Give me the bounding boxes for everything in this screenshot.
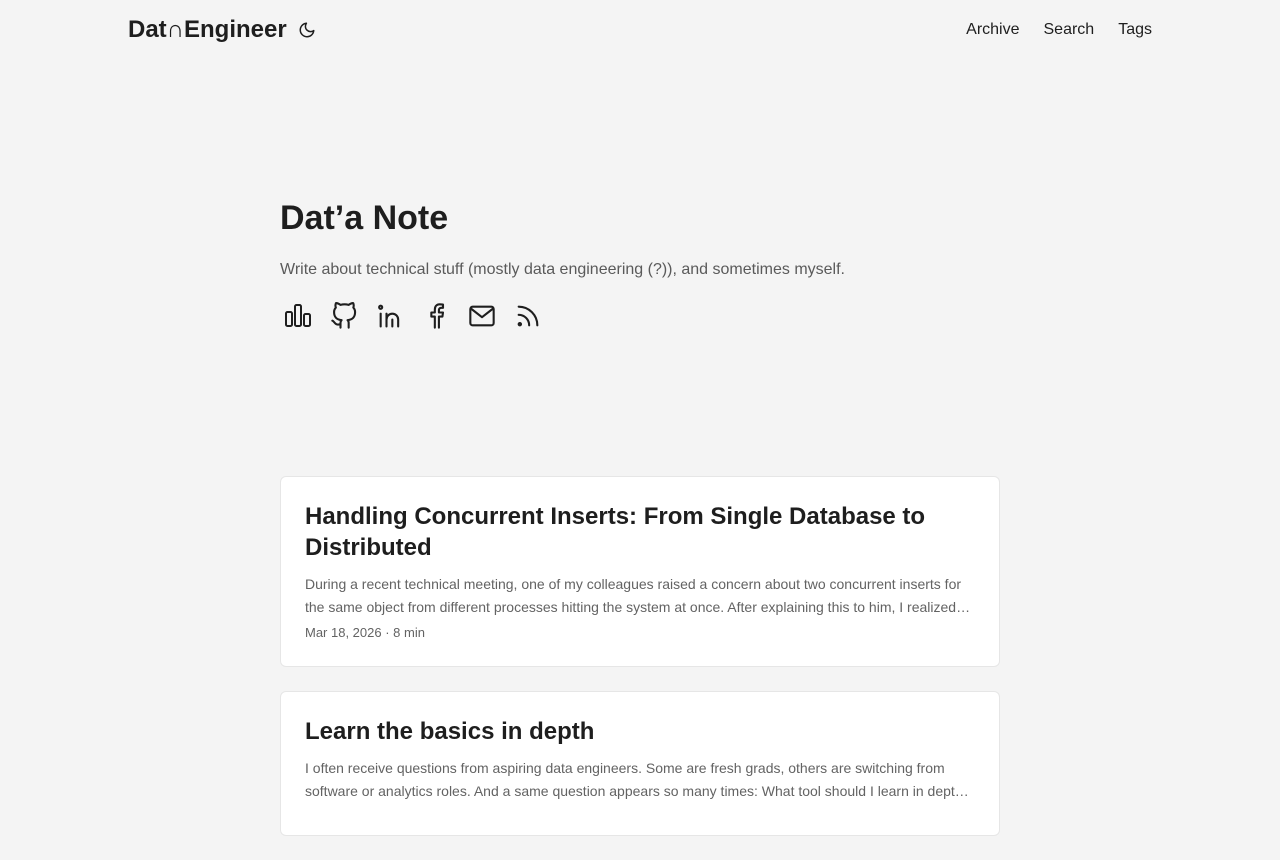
nav-tags-link[interactable]: Tags — [1118, 21, 1152, 38]
facebook-link[interactable] — [418, 298, 454, 334]
post-title[interactable]: Handling Concurrent Inserts: From Single Database to Distributed — [305, 503, 926, 561]
post-card[interactable] — [280, 476, 1000, 667]
site-header — [128, 0, 1152, 60]
social-links — [280, 298, 1000, 334]
post-title[interactable]: Learn the basics in depth — [305, 718, 595, 745]
facebook-icon — [422, 302, 450, 330]
post-card[interactable] — [280, 691, 1000, 836]
linkedin-link[interactable] — [372, 298, 408, 334]
logo-glyph: ∩ — [166, 16, 185, 43]
hero-section — [280, 196, 1000, 334]
site-description: Write about technical stuff (mostly data engineering (?)), and sometimes myself. — [280, 261, 845, 278]
nav-search-link[interactable]: Search — [1043, 21, 1095, 38]
brand — [128, 18, 317, 42]
page-title: Dat’a Note — [280, 199, 449, 237]
stats-link[interactable] — [280, 298, 316, 334]
linkedin-icon — [376, 302, 404, 330]
mail-link[interactable] — [464, 298, 500, 334]
nav-archive-link[interactable]: Archive — [966, 21, 1020, 38]
moon-icon — [298, 21, 316, 39]
rss-link[interactable] — [510, 298, 546, 334]
logo-suffix: Engineer — [184, 16, 287, 43]
post-excerpt: I often receive questions from aspiring data engineers. Some are fresh grads, others are switching from software or analytics roles. And a same question appears so many times: What tool should I learn in dept… — [305, 760, 969, 799]
post-meta: Mar 18, 2026 · 8 min — [305, 625, 425, 640]
github-link[interactable] — [326, 298, 362, 334]
rss-icon — [514, 302, 542, 330]
post-list — [280, 476, 1000, 860]
site-logo-link[interactable] — [128, 18, 287, 42]
main-nav — [966, 21, 1152, 39]
logo-prefix: Dat — [128, 16, 167, 43]
stats-icon — [284, 302, 312, 330]
github-icon — [330, 302, 358, 330]
post-excerpt: During a recent technical meeting, one of my colleagues raised a concern about two concurrent inserts for the same object from different processes hitting the system at once. After explaining this to him, I realized… — [305, 576, 971, 615]
theme-toggle-button[interactable] — [297, 20, 317, 40]
mail-icon — [468, 302, 496, 330]
